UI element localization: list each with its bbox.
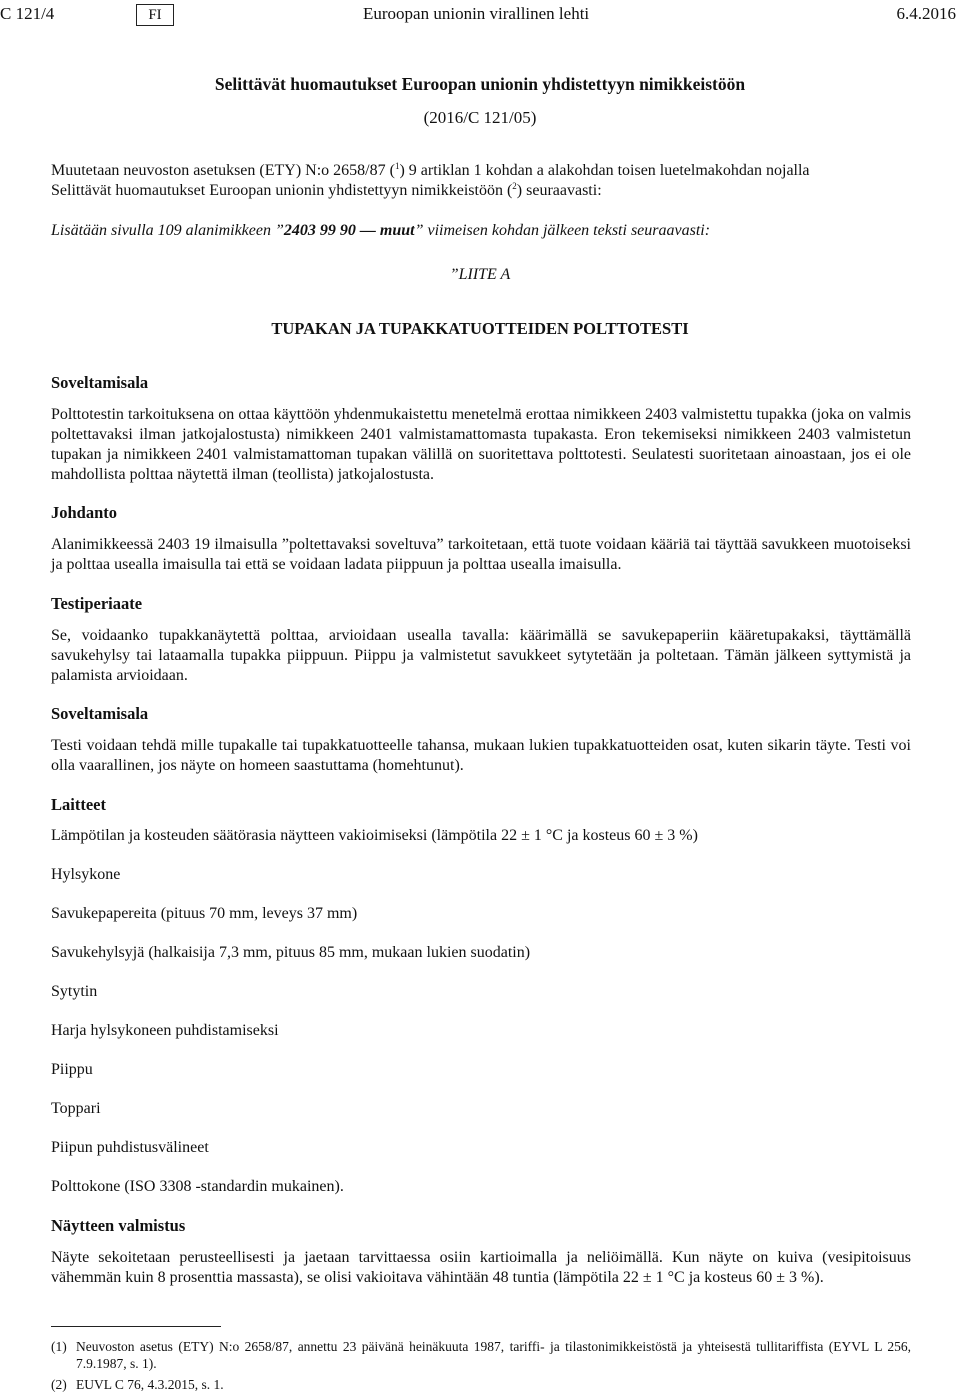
equipment-item: Lämpötilan ja kosteuden säätörasia näytteen vakioimiseksi (lämpötila 22 ± 1 °C ja kosteus 60 ± 3 %): [51, 827, 698, 844]
footnote-number: (2): [51, 1377, 67, 1392]
addition-text: ” viimeisen kohdan jälkeen teksti seuraavasti:: [414, 222, 711, 239]
addition-instruction: [51, 221, 911, 241]
footnote-ref-2: 2: [512, 181, 517, 191]
heading-test-principle: Testiperiaate: [51, 594, 143, 613]
equipment-item: Piipun puhdistusvälineet: [51, 1139, 209, 1156]
sample-preparation-paragraph: Näyte sekoitetaan perusteellisesti ja jaetaan tarvittaessa osiin kartioimalla ja neliöimällä. Kun näyte on kuiva (vesipitoisuus vähemmän kuin 8 prosenttia massasta), se olisi vakioitava vähintään 48 tuntia (lämpötila 22 ± 1 °C ja kosteus 60 ± 3 %).: [51, 1249, 911, 1286]
intro-text: Muutetaan neuvoston asetuksen (ETY) N:o 2658/87 (: [51, 162, 395, 179]
equipment-item: Savukehylsyjä (halkaisija 7,3 mm, pituus 85 mm, mukaan lukien suodatin): [51, 944, 531, 961]
equipment-item: Harja hylsykoneen puhdistamiseksi: [51, 1022, 279, 1039]
intro-line-1: [51, 161, 911, 181]
equipment-item: Savukepapereita (pituus 70 mm, leveys 37 mm): [51, 905, 358, 922]
footnote-divider: [51, 1326, 221, 1327]
intro-text: Selittävät huomautukset Euroopan unionin yhdistettyyn nimikkeistöön (: [51, 182, 513, 199]
page-reference: C 121/4: [0, 4, 55, 23]
scope-paragraph: Polttotestin tarkoituksena on ottaa käyttöön yhdenmukaistettu menetelmä erottaa nimikkeen 2403 valmistettu tupakka (joka on valmis poltettavaksi ilman jatkojalostusta) nimikkeen 2401 valmistamattomasta tupakasta. Eron tekemiseksi nimikkeen 2403 valmistetun tupakan ja nimikkeen 2401 valmistamattoman tupakan välillä on suoritettava polttotesti. Seulatesti suoritetaan ainoastaan, jos ei ole mahdollista polttaa näytettä ilman (teollista) jatkojalostusta.: [51, 406, 911, 483]
addition-text: Lisätään sivulla 109 alanimikkeen ”: [51, 222, 284, 239]
publication-date: 6.4.2016: [896, 4, 956, 23]
language-code-box: FI: [136, 4, 174, 26]
intro-line-2: [51, 181, 911, 201]
annex-label: ”LIITE A: [449, 266, 511, 283]
intro-text: ) seuraavasti:: [516, 182, 602, 199]
annex-title: TUPAKAN JA TUPAKKATUOTTEIDEN POLTTOTESTI: [271, 319, 689, 338]
document-reference: (2016/C 121/05): [423, 108, 537, 127]
introduction-paragraph: Alanimikkeessä 2403 19 ilmaisulla ”poltettavaksi soveltuva” tarkoitetaan, että tuote voidaan kääriä tai täyttää savukkeen muotoiseksi ja polttaa usealla imaisulla tai että se voidaan ladata piippuun ja polttaa usealla imaisulla.: [51, 536, 911, 573]
footnote-number: (1): [51, 1339, 67, 1354]
heading-sample-preparation: Näytteen valmistus: [51, 1216, 186, 1235]
intro-text: ) 9 artiklan 1 kohdan a alakohdan toisen luetelmakohdan nojalla: [399, 162, 810, 179]
test-principle-paragraph: Se, voidaanko tupakkanäytettä polttaa, arvioidaan usealla tavalla: käärimällä se savukepaperiin kääretupakaksi, täyttämällä savukehylsy tai lataamalla tupakka piippuun. Piippu ja valmistetut savukkeet sytytetään ja poltetaan. Tämän jälkeen syttymistä ja palamista arvioidaan.: [51, 627, 911, 684]
footnote-text: EUVL C 76, 4.3.2015, s. 1.: [76, 1377, 224, 1392]
equipment-item: Hylsykone: [51, 866, 121, 883]
heading-scope: Soveltamisala: [51, 373, 149, 392]
page-header: [0, 4, 960, 26]
equipment-item: Polttokone (ISO 3308 -standardin mukainen).: [51, 1178, 344, 1195]
heading-scope-2: Soveltamisala: [51, 704, 149, 723]
journal-name: Euroopan unionin virallinen lehti: [363, 4, 590, 23]
document-title: Selittävät huomautukset Euroopan unionin yhdistettyyn nimikkeistöön: [214, 74, 746, 94]
equipment-item: Sytytin: [51, 983, 98, 1000]
footnote-text: Neuvoston asetus (ETY) N:o 2658/87, annettu 23 päivänä heinäkuuta 1987, tariffi- ja tilastonimikkeistöstä ja yhteisestä tullitariffista (EYVL L 256, 7.9.1987, s. 1).: [76, 1339, 911, 1371]
footnote-ref-1: 1: [394, 161, 400, 171]
equipment-item: Piippu: [51, 1061, 93, 1078]
subheading-code: 2403 99 90 — muut: [283, 222, 415, 239]
heading-equipment: Laitteet: [51, 795, 106, 814]
scope-2-paragraph: Testi voidaan tehdä mille tupakalle tai tupakkatuotteelle tahansa, mukaan lukien tupakkatuotteiden osat, kuten sikarin täyte. Testi voi olla vaarallinen, jos näyte on homeen saastuttama (homehtunut).: [51, 737, 911, 774]
equipment-item: Toppari: [51, 1100, 101, 1117]
heading-introduction: Johdanto: [51, 503, 118, 522]
